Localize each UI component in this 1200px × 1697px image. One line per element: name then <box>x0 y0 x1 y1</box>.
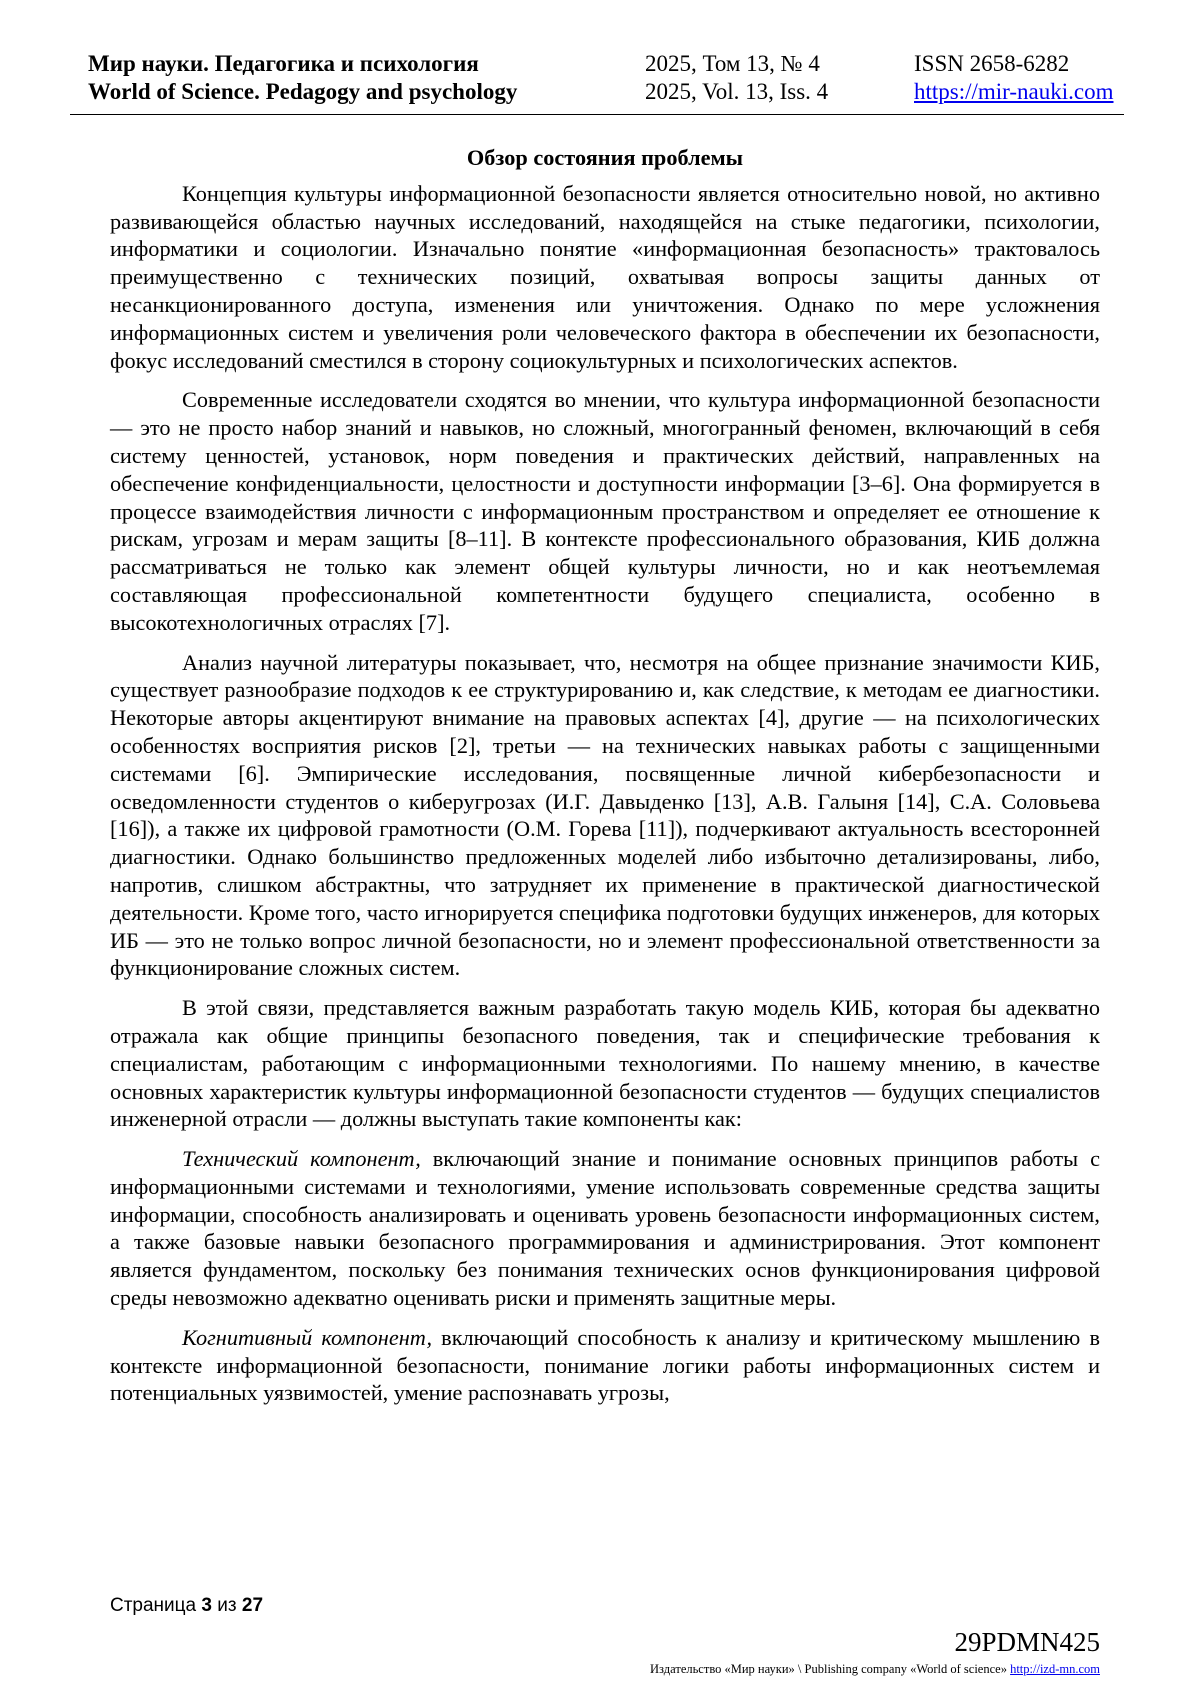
page-current: 3 <box>201 1595 212 1616</box>
paragraph: Концепция культуры информационной безопасности является относительно новой, но активно развивающейся областью научных исследований, находящейся на стыке педагогики, психологии, информатики и социологии. Изначально понятие «информационная безопасность» трактовалось преимущественно с технических позиций, охватывая вопросы защиты данных от несанкционированного доступа, изменения или уничтожения. Однако по мере усложнения информационных систем и увеличения роли человеческого фактора в обеспечении их безопасности, фокус исследований сместился в сторону социокультурных и психологических аспектов. <box>110 180 1100 373</box>
publisher-text: Издательство «Мир науки» \ Publishing company «World of science» <box>650 1662 1007 1676</box>
technical-component-description: включающий знание и понимание основных принципов работы с информационными системами и технологиями, умение использовать современные средства защиты информации, способность анализировать и оценивать уровень безопасности информационных систем, а также базовые навыки безопасного программирования и администрирования. Этот компонент является фундаментом, поскольку без понимания технических основ функционирования цифровой среды невозможно адекватно оценивать риски и применять защитные меры. <box>110 1146 1100 1311</box>
volume-ru: 2025, Том 13, № 4 <box>645 51 820 76</box>
issn-block <box>914 50 1114 106</box>
publisher-line <box>650 1661 1100 1677</box>
cognitive-component-term: Когнитивный компонент, <box>182 1324 433 1350</box>
journal-website-link[interactable]: https://mir-nauki.com <box>914 79 1114 104</box>
journal-title-en: World of Science. Pedagogy and psychology <box>88 79 518 104</box>
section-title: Обзор состояния проблемы <box>466 145 744 170</box>
paragraph: Современные исследователи сходятся во мнении, что культура информационной безопасности — это не просто набор знаний и навыков, но сложный, многогранный феномен, включающий в себя систему ценностей, установок, норм поведения и практических действий, направленных на обеспечение конфиденциальности, целостности и доступности информации [3–6]. Она формируется в процессе взаимодействия личности с информационным пространством и определяет ее отношение к рискам, угрозам и мерам защиты [8–11]. В контексте профессионального образования, КИБ должна рассматриваться не только как элемент общей культуры личности, но и как неотъемлемая составляющая профессиональной компетентности будущего специалиста, особенно в высокотехнологичных отраслях [7]. <box>110 387 1100 635</box>
paragraph-technical-component <box>110 1145 1100 1312</box>
cognitive-component-description: включающий способность к анализу и критическому мышлению в контексте информационной безопасности, понимание логики работы информационных систем и потенциальных уязвимостей, умение распознавать угрозы, <box>110 1324 1100 1406</box>
volume-en: 2025, Vol. 13, Iss. 4 <box>645 79 829 104</box>
paragraph: Анализ научной литературы показывает, что, несмотря на общее признание значимости КИБ, существует разнообразие подходов к ее структурированию и, как следствие, к методам ее диагностики. Некоторые авторы акцентируют внимание на правовых аспектах [4], другие — на психологических особенностях восприятия рисков [2], третьи — на технических навыках работы с защищенными системами [6]. Эмпирические исследования, посвященные личной кибербезопасности и осведомленности студентов о киберугрозах (И.Г. Давыденко [13], А.В. Галыня [14], С.А. Соловьева [16]), а также их цифровой грамотности (О.М. Горева [11]), подчеркивают актуальность всесторонней диагностики. Однако большинство предложенных моделей либо избыточно детализированы, либо, напротив, слишком абстрактны, что затрудняет их применение в практической диагностической деятельности. Кроме того, часто игнорируется специфика подготовки будущих инженеров, для которых ИБ — это не только вопрос личной безопасности, но и элемент профессиональной ответственности за функционирование сложных систем. <box>110 649 1100 981</box>
paragraph: В этой связи, представляется важным разработать такую модель КИБ, которая бы адекватно отражала как общие принципы безопасного поведения, так и специфические требования к специалистам, работающим с информационными технологиями. По нашему мнению, в качестве основных характеристик культуры информационной безопасности студентов — будущих специалистов инженерной отрасли — должны выступать такие компоненты как: <box>110 995 1100 1132</box>
journal-header <box>70 50 1124 115</box>
journal-title-block <box>88 50 517 106</box>
article-code: 29PDMN425 <box>954 1627 1100 1657</box>
article-body <box>110 144 1100 1419</box>
page-of-label: из <box>217 1595 237 1616</box>
paragraph-cognitive-component <box>110 1324 1100 1407</box>
page-counter <box>110 1594 263 1618</box>
page-total: 27 <box>241 1595 264 1616</box>
page-label: Страница <box>110 1595 197 1616</box>
volume-block <box>645 50 828 106</box>
technical-component-term: Технический компонент, <box>182 1146 421 1172</box>
journal-title-ru: Мир науки. Педагогика и психология <box>88 51 479 76</box>
issn: ISSN 2658-6282 <box>914 51 1070 76</box>
publisher-link[interactable]: http://izd-mn.com <box>1010 1662 1100 1676</box>
